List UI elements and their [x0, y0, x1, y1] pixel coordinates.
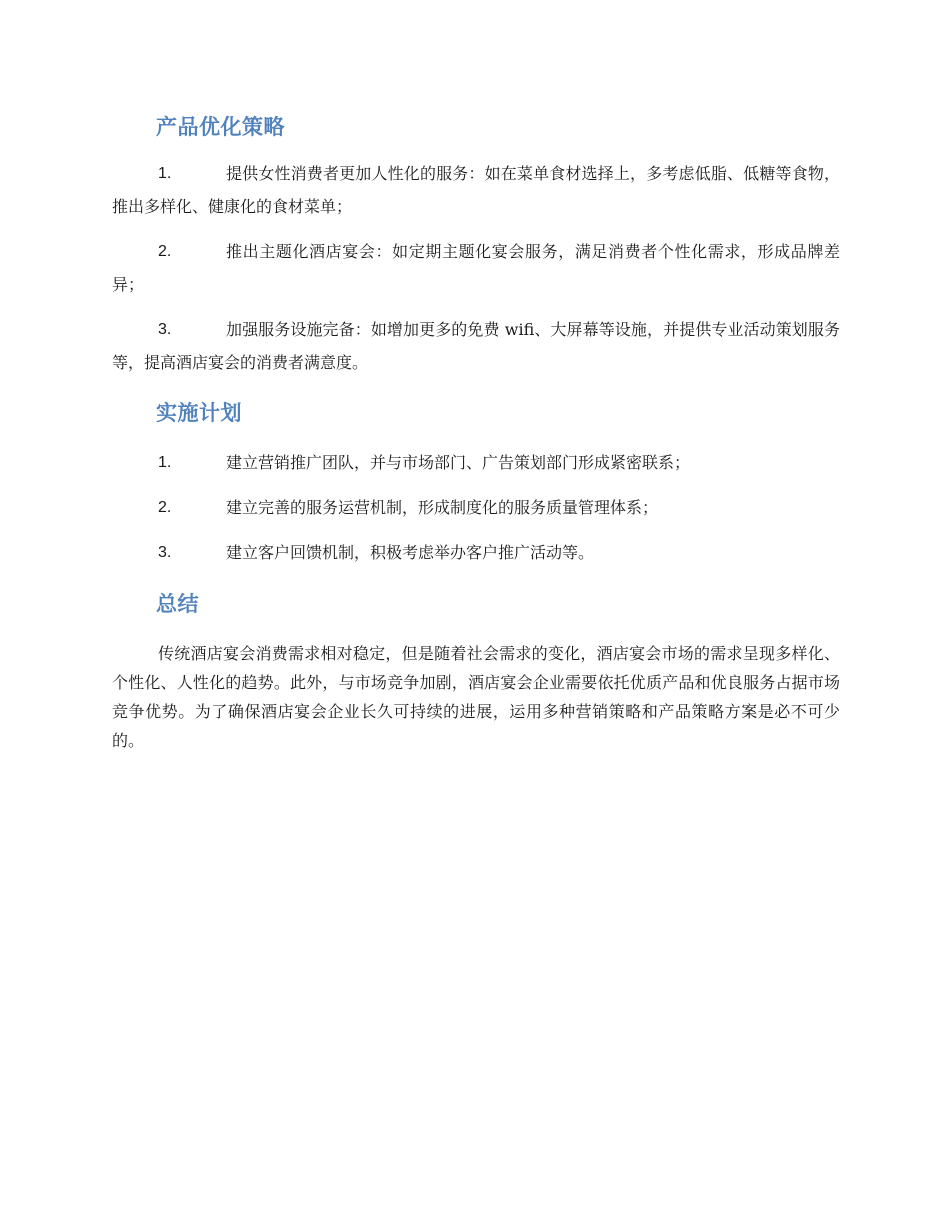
list-item: [112, 157, 840, 223]
list-item: [112, 536, 840, 569]
section-heading-implementation-plan: 实施计划: [156, 401, 242, 425]
list-item-number: 3.: [158, 321, 172, 338]
list-item-text: 加强服务设施完备：如增加更多的免费 wifi、大屏幕等设施，并提供专业活动策划服务等，提高酒店宴会的消费者满意度。: [112, 320, 840, 372]
section-heading-summary: 总结: [156, 592, 199, 616]
list-item-number: 2.: [158, 243, 172, 260]
list-item-text: 建立营销推广团队，并与市场部门、广告策划部门形成紧密联系；: [226, 453, 691, 472]
list-item-text: 推出主题化酒店宴会：如定期主题化宴会服务，满足消费者个性化需求，形成品牌差异；: [112, 242, 840, 294]
list-item-text: 建立客户回馈机制，积极考虑举办客户推广活动等。: [226, 543, 595, 562]
list-item: [112, 446, 840, 479]
list-item-number: 1.: [158, 454, 172, 471]
list-item-number: 2.: [158, 499, 172, 516]
section-heading-product-optimization: 产品优化策略: [156, 115, 285, 139]
list-item: [112, 235, 840, 301]
list-item-number: 3.: [158, 544, 172, 561]
list-item: [112, 491, 840, 524]
list-item-text: 提供女性消费者更加人性化的服务：如在菜单食材选择上，多考虑低脂、低糖等食物，推出多样化、健康化的食材菜单；: [112, 164, 840, 216]
list-item: [112, 313, 840, 379]
list-item-number: 1.: [158, 165, 172, 182]
list-item-text: 建立完善的服务运营机制，形成制度化的服务质量管理体系；: [226, 498, 659, 517]
summary-paragraph: 传统酒店宴会消费需求相对稳定，但是随着社会需求的变化，酒店宴会市场的需求呈现多样化、个性化、人性化的趋势。此外，与市场竞争加剧，酒店宴会企业需要依托优质产品和优良服务占据市场竞争优势。为了确保酒店宴会企业长久可持续的进展，运用多种营销策略和产品策略方案是必不可少的。: [112, 644, 840, 750]
